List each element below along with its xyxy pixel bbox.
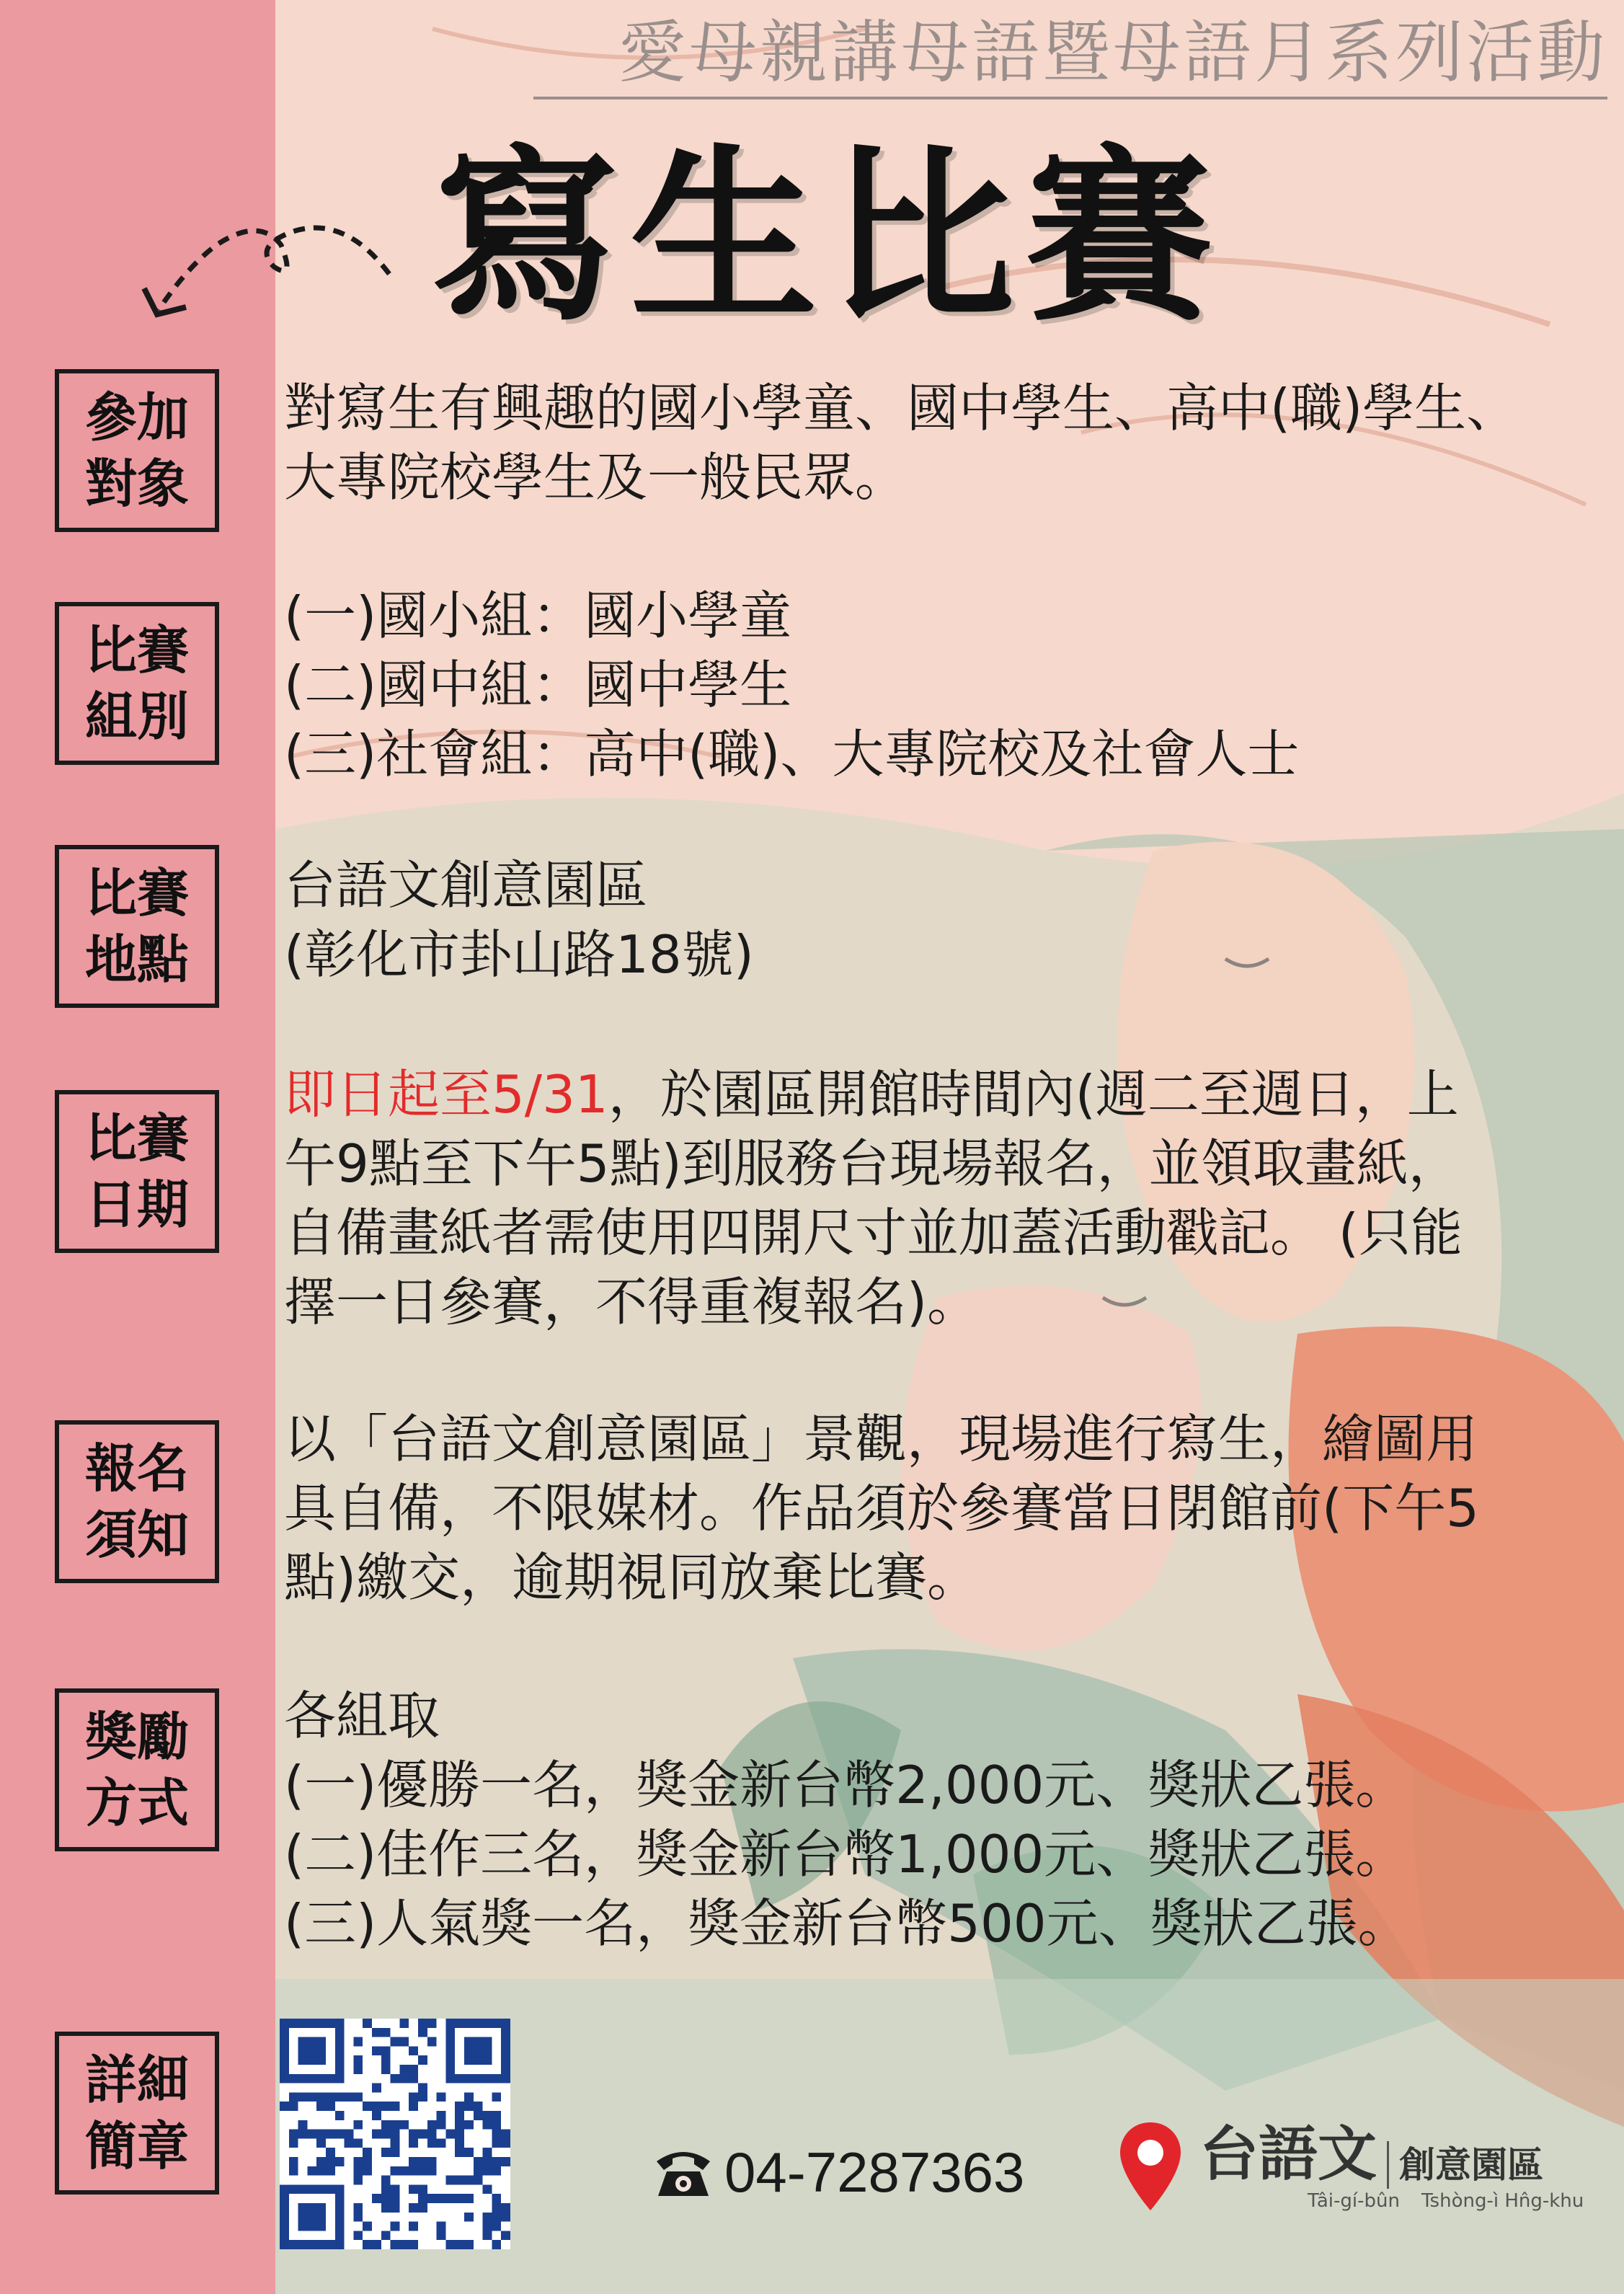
- arrow-icon: [130, 202, 404, 332]
- logo-romanization-2: Tshòng-ì Hn̂g-khu: [1421, 2190, 1584, 2212]
- page-title: 寫生比賽: [432, 129, 1223, 347]
- phone-icon: [652, 2145, 714, 2200]
- label-participants: 參加 對象: [55, 369, 219, 532]
- label-registration-notes: 報名 須知: [55, 1420, 219, 1583]
- logo-name: 台語文: [1199, 2120, 1377, 2189]
- phone-contact: [652, 2140, 1024, 2205]
- groups-text: (一)國小組：國小學童 (二)國中組：國中學生 (三)社會組：高中(職)、大專院校及社會人士: [284, 585, 1300, 784]
- location-pin-icon: [1116, 2120, 1185, 2213]
- logo-park: 創意園區: [1387, 2141, 1543, 2189]
- qr-code[interactable]: [280, 2019, 510, 2249]
- date-text: 即日起至5/31，於園區開館時間內(週二至週日，上 午9點至下午5點)到服務台現場報名，並領取畫紙， 自備畫紙者需使用四開尺寸並加蓋活動戳記。 (只能 擇一日參賽，不得重複報名)。: [284, 1064, 1463, 1332]
- phone-number[interactable]: 04-7287363: [724, 2140, 1025, 2204]
- label-date: 比賽 日期: [55, 1090, 219, 1253]
- logo: [1116, 2120, 1584, 2213]
- date-highlight: 即日起至5/31: [284, 1064, 608, 1125]
- label-awards: 獎勵 方式: [55, 1688, 219, 1851]
- label-details: 詳細 簡章: [55, 2032, 219, 2195]
- registration-notes-text: 以「台語文創意園區」景觀，現場進行寫生，繪圖用 具自備，不限媒材。作品須於參賽當日閉館前(下午5 點)繳交，逾期視同放棄比賽。: [284, 1409, 1479, 1608]
- event-series-subtitle: 愛母親講母語暨母語月系列活動: [533, 14, 1607, 99]
- label-groups: 比賽 組別: [55, 602, 219, 765]
- logo-romanization-1: Tâi-gí-bûn: [1308, 2190, 1400, 2212]
- awards-text: 各組取 (一)優勝一名，獎金新台幣2,000元、獎狀乙張。 (二)佳作三名，獎金新台幣1,000元、獎狀乙張。 (三)人氣獎一名，獎金新台幣500元、獎狀乙張。: [284, 1686, 1410, 1954]
- venue-text: 台語文創意園區 (彰化市卦山路18號): [284, 855, 754, 985]
- participants-text: 對寫生有興趣的國小學童、國中學生、高中(職)學生、 大專院校學生及一般民眾。: [284, 378, 1519, 508]
- label-venue: 比賽 地點: [55, 845, 219, 1008]
